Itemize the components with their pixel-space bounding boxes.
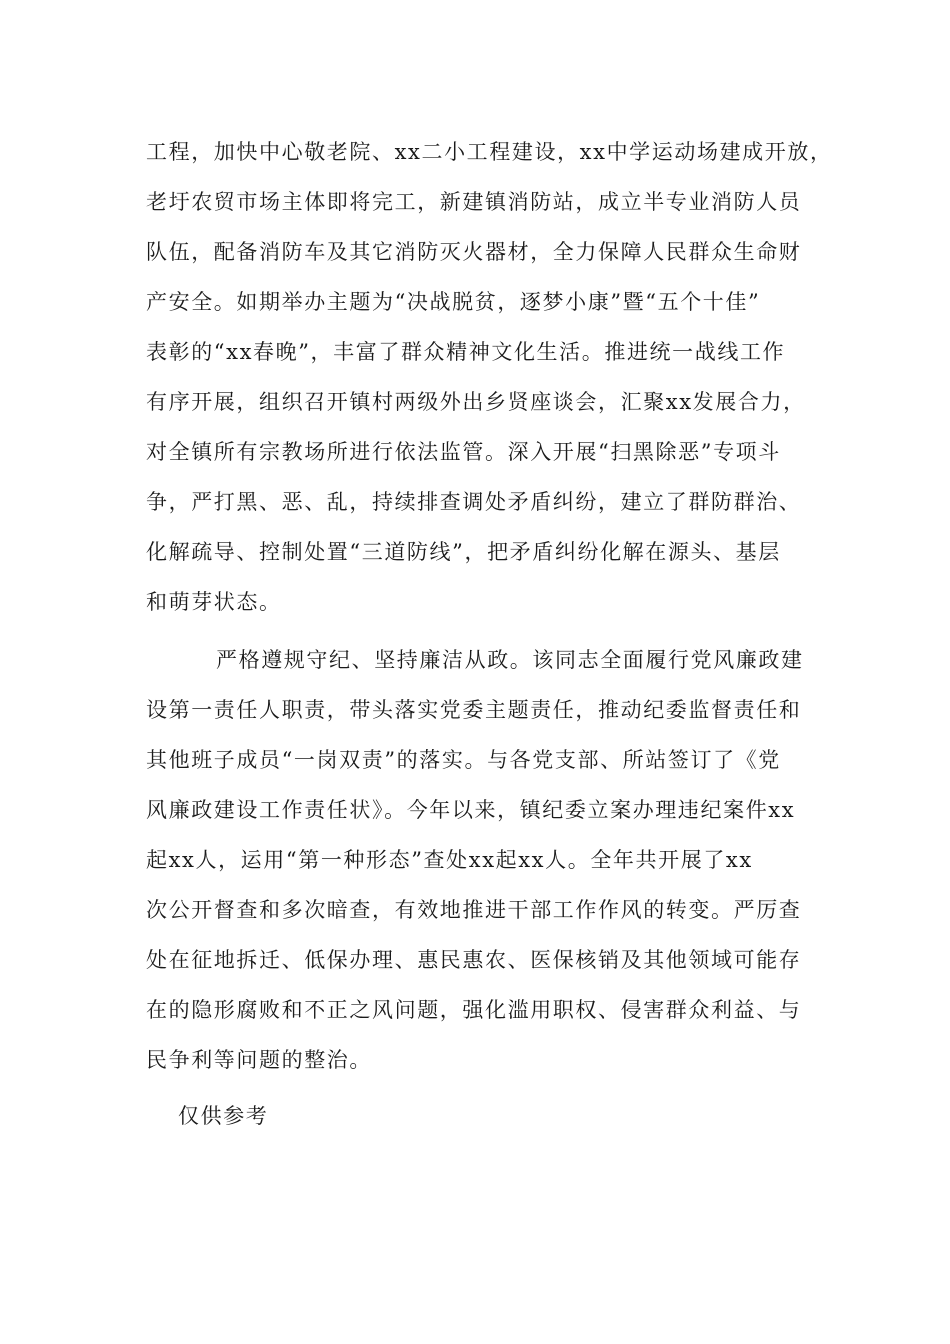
paragraph-2-line-7: 处在征地拆迁、低保办理、惠民惠农、医保核销及其他领域可能存 [146, 948, 802, 972]
paragraph-2-line-8: 在的隐形腐败和不正之风问题，强化滥用职权、侵害群众利益、与 [146, 998, 802, 1022]
paragraph-1-line-6: 有序开展，组织召开镇村两级外出乡贤座谈会，汇聚xx发展合力， [146, 390, 806, 414]
paragraph-2-line-3: 其他班子成员“一岗双责”的落实。与各党支部、所站签订了《党 [146, 748, 781, 772]
paragraph-1-line-3: 队伍，配备消防车及其它消防灭火器材，全力保障人民群众生命财 [146, 240, 802, 264]
paragraph-2-line-4: 风廉政建设工作责任状》。今年以来，镇纪委立案办理违纪案件xx [146, 798, 796, 822]
paragraph-1-line-9: 化解疏导、控制处置“三道防线”，把矛盾纠纷化解在源头、基层 [146, 540, 781, 564]
paragraph-1-line-8: 争，严打黑、恶、乱，持续排查调处矛盾纠纷，建立了群防群治、 [146, 490, 802, 514]
paragraph-1-line-10: 和萌芽状态。 [146, 590, 282, 614]
paragraph-2-line-2: 设第一责任人职责，带头落实党委主题责任，推动纪委监督责任和 [146, 698, 802, 722]
paragraph-1-line-5: 表彰的“xx春晚”，丰富了群众精神文化生活。推进统一战线工作 [146, 340, 786, 364]
paragraph-2-line-9: 民争利等问题的整治。 [146, 1048, 372, 1072]
paragraph-1-line-1: 工程，加快中心敬老院、xx二小工程建设，xx中学运动场建成开放， [146, 140, 833, 164]
paragraph-2-line-6: 次公开督查和多次暗查，有效地推进干部工作作风的转变。严厉查 [146, 898, 802, 922]
paragraph-1-line-7: 对全镇所有宗教场所进行依法监管。深入开展“扫黑除恶”专项斗 [146, 440, 781, 464]
paragraph-1-line-2: 老圩农贸市场主体即将完工，新建镇消防站，成立半专业消防人员 [146, 190, 802, 214]
paragraph-2-line-1: 严格遵规守纪、坚持廉洁从政。该同志全面履行党风廉政建 [216, 648, 804, 672]
footer-note: 仅供参考 [178, 1104, 269, 1128]
paragraph-1-line-4: 产安全。如期举办主题为“决战脱贫，逐梦小康”暨“五个十佳” [146, 290, 761, 314]
paragraph-2-line-5: 起xx人，运用“第一种形态”查处xx起xx人。全年共开展了xx [146, 848, 753, 872]
